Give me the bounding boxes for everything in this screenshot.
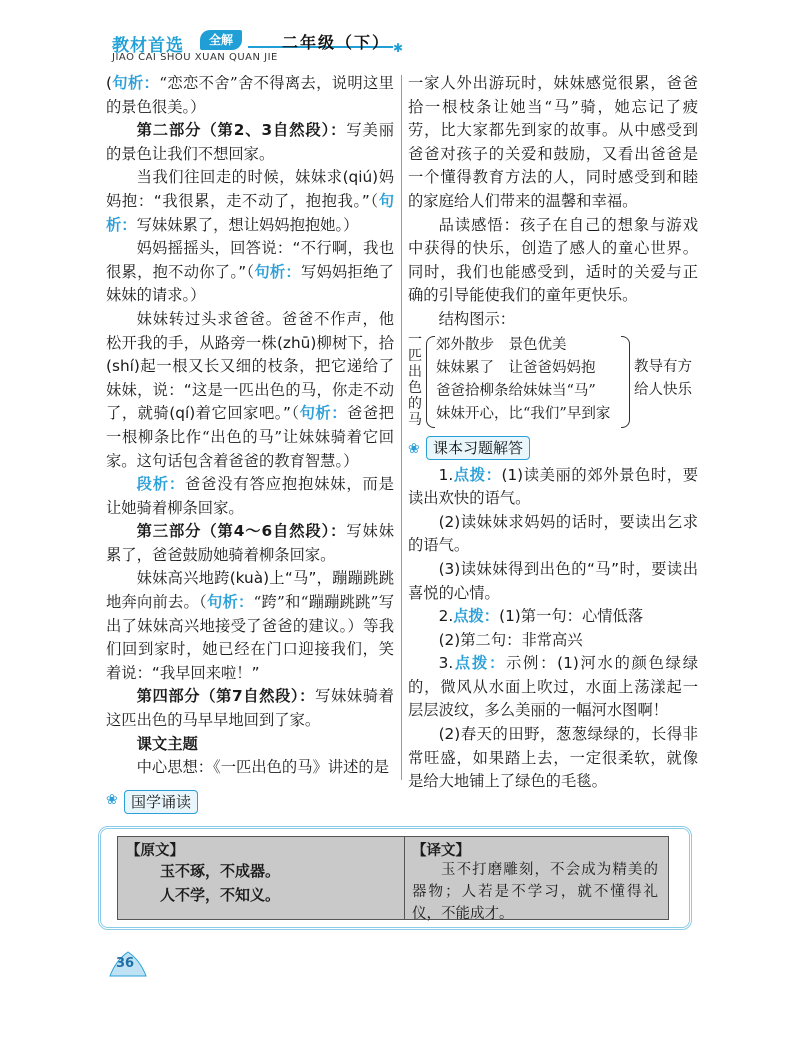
structure-result: 教导有方 xyxy=(634,358,692,375)
paragraph: 段析：爸爸没有答应抱抱妹妹，而是让她骑着柳条回家。 xyxy=(106,475,394,517)
structure-row: 郊外散步 景色优美 xyxy=(436,336,567,353)
paragraph: 妹妹转过头求爸爸。爸爸不作声，他松开我的手，从路旁一株(zhū)柳树下，拾(shí)起一根又长又细的枝条，把它递给了妹妹，说：“这是一匹出色的马，你走不动了，就骑(qí)着它回家吧。”（句析：爸爸把一根柳条比作“出色的马”让妹妹骑着它回家。这句话包含着爸爸的教育智慧。） xyxy=(106,309,394,470)
paragraph: 结构图示： xyxy=(438,309,516,328)
structure-result: 给人快乐 xyxy=(634,381,692,398)
guoxue-panel xyxy=(117,836,669,920)
exercise-section-title: 课本习题解答 xyxy=(426,436,530,460)
paragraph: 第三部分（第4～6自然段）：写妹妹累了，爸爸鼓励她骑着柳条回家。 xyxy=(106,522,394,564)
right-brace xyxy=(621,336,630,428)
flower-icon: ❀ xyxy=(106,792,118,808)
answer-item: 3.点拨：示例：(1)河水的颜色绿绿的，微风从水面上吹过，水面上荡漾起一层层波纹，多么美丽的一幅河水图啊！ xyxy=(408,654,698,720)
answer-item: (3)读妹妹得到出色的“马”时，要读出喜悦的心情。 xyxy=(408,559,698,602)
book-title: 教材首选 xyxy=(112,36,184,56)
answer-item: 1.点拨：(1)读美丽的郊外景色时，要读出欢快的语气。 xyxy=(408,465,698,508)
flower-icon: ❀ xyxy=(408,440,420,457)
original-line: 人不学，不知义。 xyxy=(160,886,281,904)
paragraph: 一家人外出游玩时，妹妹感觉很累，爸爸拾一根枝条让她当“马”骑，她忘记了疲劳，比大家都先到家的故事。从中感受到爸爸对孩子的关爱和鼓励，又看出爸爸是一个懂得教育方法的人，同时感受到和睦的家庭给人们带来的温馨和幸福。 xyxy=(408,74,698,210)
answer-item: 2.点拨：(1)第一句：心情低落 xyxy=(438,607,644,626)
exercise-section-header xyxy=(408,434,698,464)
structure-row: 妹妹开心，比“我们”早到家 xyxy=(436,405,611,422)
paragraph: 第二部分（第2、3自然段）：写美丽的景色让我们不想回家。 xyxy=(106,121,394,163)
original-line: 玉不琢，不成器。 xyxy=(160,862,281,880)
left-column xyxy=(106,72,394,780)
header-star-icon: ✱ xyxy=(393,41,404,55)
book-pinyin: JIAO CAI SHOU XUAN QUAN JIE xyxy=(112,52,278,63)
answer-item: (2)读妹妹求妈妈的话时，要读出乞求的语气。 xyxy=(408,512,698,555)
answer-item: (2)春天的田野，葱葱绿绿的，长得非常旺盛，如果踏上去，一定很柔软，就像是给大地铺上了绿色的毛毯。 xyxy=(408,725,698,791)
book-badge: 全解 xyxy=(200,30,242,50)
paragraph: 妈妈摇摇头，回答说：“不行啊，我也很累，抱不动你了。”（句析：写妈妈拒绝了妹妹的请求。） xyxy=(106,239,394,305)
paragraph: 品读感悟：孩子在自己的想象与游戏中获得的快乐，创造了感人的童心世界。同时，我们也能感受到，适时的关爱与正确的引导能使我们的童年更快乐。 xyxy=(408,215,698,305)
page-number-badge xyxy=(108,950,148,978)
original-label: 【原文】 xyxy=(126,843,184,859)
translation-label: 【译文】 xyxy=(412,843,470,859)
guoxue-title: 国学诵读 xyxy=(124,790,198,814)
translation-text: 玉不打磨雕刻，不会成为精美的器物；人若是不学习，就不懂得礼仪，不能成才。 xyxy=(412,862,658,922)
structure-row: 妹妹累了 让爸爸妈妈抱 xyxy=(436,359,596,376)
page-number: 36 xyxy=(116,956,135,971)
section-heading: 课文主题 xyxy=(136,734,198,753)
panel-divider xyxy=(404,837,405,919)
structure-diagram xyxy=(408,331,698,430)
column-divider xyxy=(401,75,402,780)
paragraph: 第四部分（第7自然段）：写妹妹骑着这匹出色的马早早地回到了家。 xyxy=(106,687,394,730)
grade-label: 二年级（下） xyxy=(282,33,391,52)
paragraph: 当我们往回走的时候，妹妹求(qiú)妈妈抱：“我很累，走不动了，抱抱我。”（句析：写妹妹累了，想让妈妈抱抱她。） xyxy=(106,168,394,234)
paragraph: (句析：“恋恋不舍”舍不得离去，说明这里的景色很美。） xyxy=(106,74,394,116)
original-text xyxy=(160,859,280,907)
right-column xyxy=(408,72,698,794)
answer-item: (2)第二句：非常高兴 xyxy=(438,630,583,649)
structure-root: 一匹出色的马 xyxy=(408,331,422,428)
paragraph: 妹妹高兴地跨(kuà)上“马”，蹦蹦跳跳地奔向前去。（句析：“跨”和“蹦蹦跳跳”写出了妹妹高兴地接受了爸爸的建议。）等我们回到家时，她已经在门口迎接我们，笑着说：“我早回来啦！” xyxy=(106,569,394,682)
paragraph: 中心思想：《一匹出色的马》讲述的是 xyxy=(136,758,389,777)
structure-row: 爸爸拾柳条给妹妹当“马” xyxy=(436,382,596,399)
left-brace xyxy=(426,336,435,428)
